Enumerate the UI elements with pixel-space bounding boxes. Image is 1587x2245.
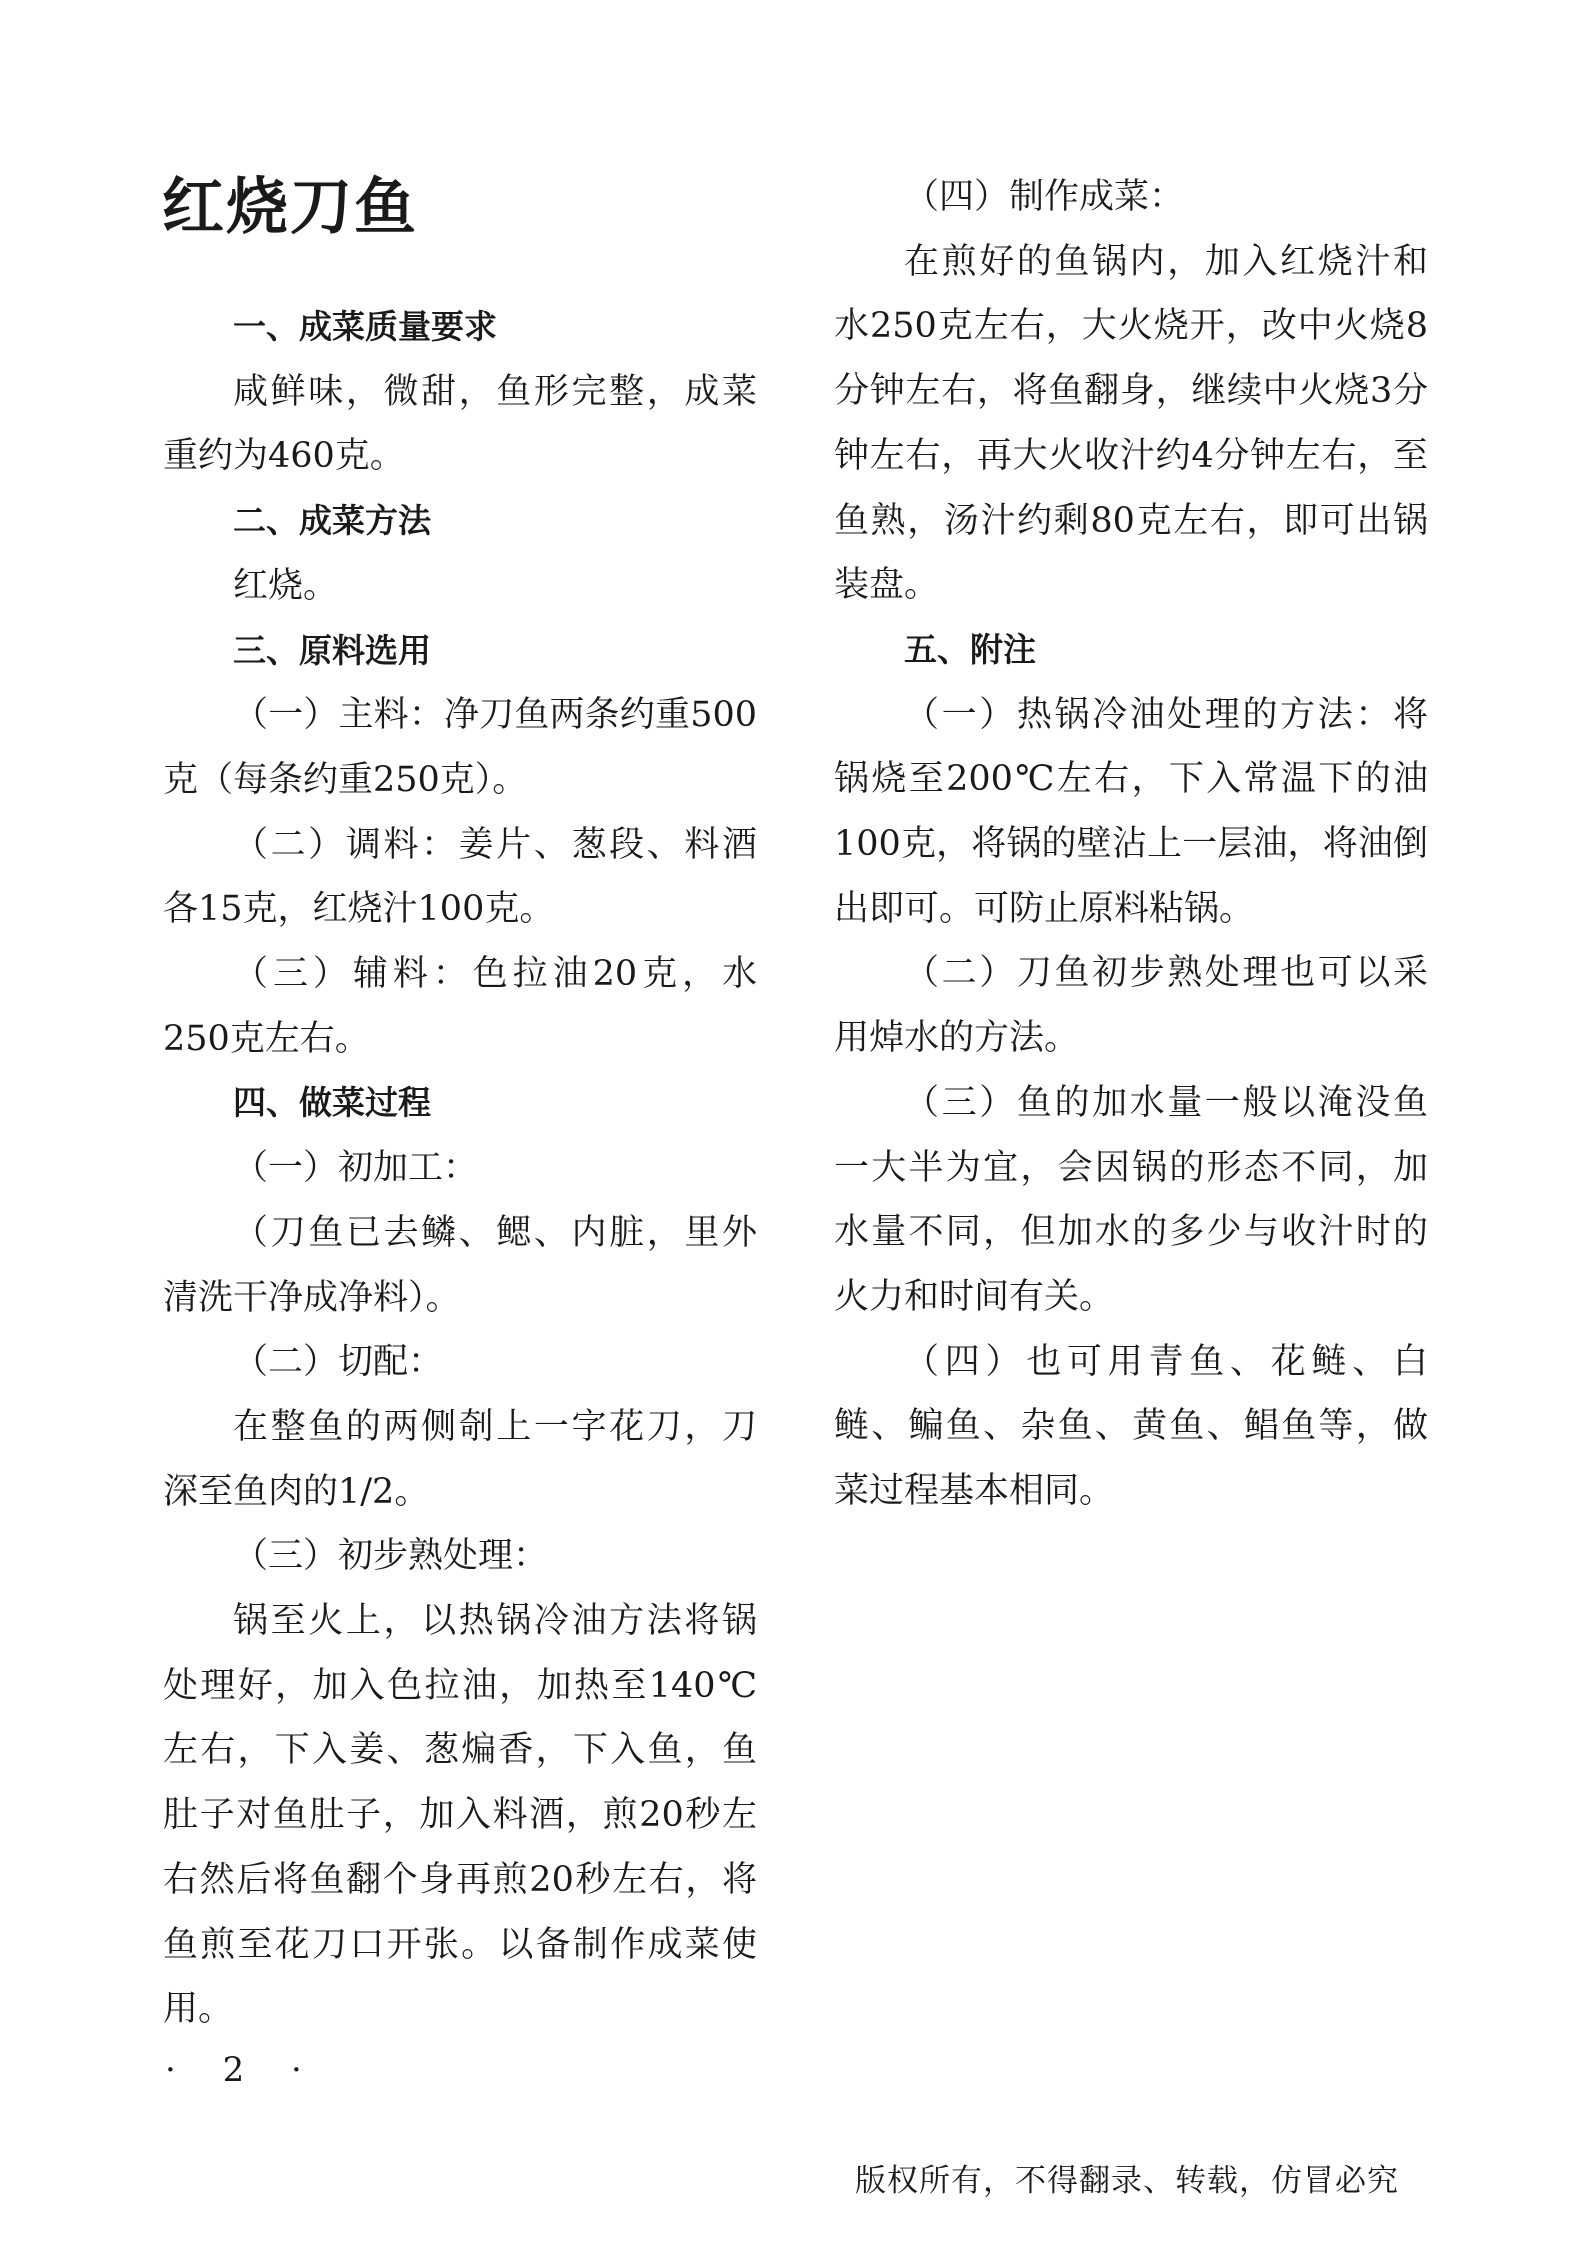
paragraph: （一）主料：净刀鱼两条约重500克（每条约重250克）。 <box>163 695 757 800</box>
paragraph: 在煎好的鱼锅内，加入红烧汁和水250克左右，大火烧开，改中火烧8分钟左右，将鱼翻身，继续中火烧3分钟左右，再大火收汁约4分钟左右，至鱼熟，汤汁约剩80克左右，即可出锅装盘。 <box>834 241 1428 606</box>
section-heading: 二、成菜方法 <box>233 501 431 541</box>
paragraph: 红烧。 <box>233 565 339 606</box>
paragraph: （一）初加工： <box>233 1148 479 1189</box>
left-column <box>163 295 757 2042</box>
page-number: · 2 · <box>165 2050 320 2090</box>
paragraph: （刀鱼已去鳞、鳃、内脏，里外清洗干净成净料）。 <box>163 1212 757 1318</box>
section-heading: 四、做菜过程 <box>233 1083 431 1123</box>
paragraph: （四）也可用青鱼、花鲢、白鲢、鳊鱼、杂鱼、黄鱼、鲳鱼等，做菜过程基本相同。 <box>834 1341 1428 1512</box>
section-heading: 一、成菜质量要求 <box>233 307 497 346</box>
paragraph: （三）初步熟处理： <box>233 1536 549 1577</box>
right-column <box>834 165 1428 1524</box>
paragraph: （二）切配： <box>233 1342 444 1383</box>
page-title: 红烧刀鱼 <box>162 170 419 243</box>
copyright-notice: 版权所有，不得翻录、转载，仿冒必究 <box>855 2163 1399 2199</box>
paragraph: （三）辅料：色拉油20克，水250克左右。 <box>163 954 757 1059</box>
paragraph: （四）制作成菜： <box>904 177 1185 217</box>
paragraph: （二）刀鱼初步熟处理也可以采用焯水的方法。 <box>834 953 1428 1059</box>
paragraph: （二）调料：姜片、葱段、料酒各15克，红烧汁100克。 <box>163 824 757 930</box>
section-heading: 三、原料选用 <box>233 630 431 670</box>
paragraph: 咸鲜味，微甜，鱼形完整，成菜重约为460克。 <box>163 371 757 477</box>
paragraph: 在整鱼的两侧剞上一字花刀，刀深至鱼肉的1/2。 <box>163 1406 757 1512</box>
paragraph: 锅至火上，以热锅冷油方法将锅处理好，加入色拉油，加热至140℃左右，下入姜、葱煸香，下入鱼，鱼肚子对鱼肚子，加入料酒，煎20秒左右然后将鱼翻个身再煎20秒左右，将鱼煎至花刀口开张。以备制作成菜使用。 <box>163 1601 757 2030</box>
paragraph: （三）鱼的加水量一般以淹没鱼一大半为宜，会因锅的形态不同，加水量不同，但加水的多少与收汁时的火力和时间有关。 <box>834 1082 1428 1317</box>
section-heading: 五、附注 <box>904 629 1036 669</box>
paragraph: （一）热锅冷油处理的方法：将锅烧至200℃左右，下入常温下的油100克，将锅的壁沾上一层油，将油倒出即可。可防止原料粘锅。 <box>834 694 1428 929</box>
